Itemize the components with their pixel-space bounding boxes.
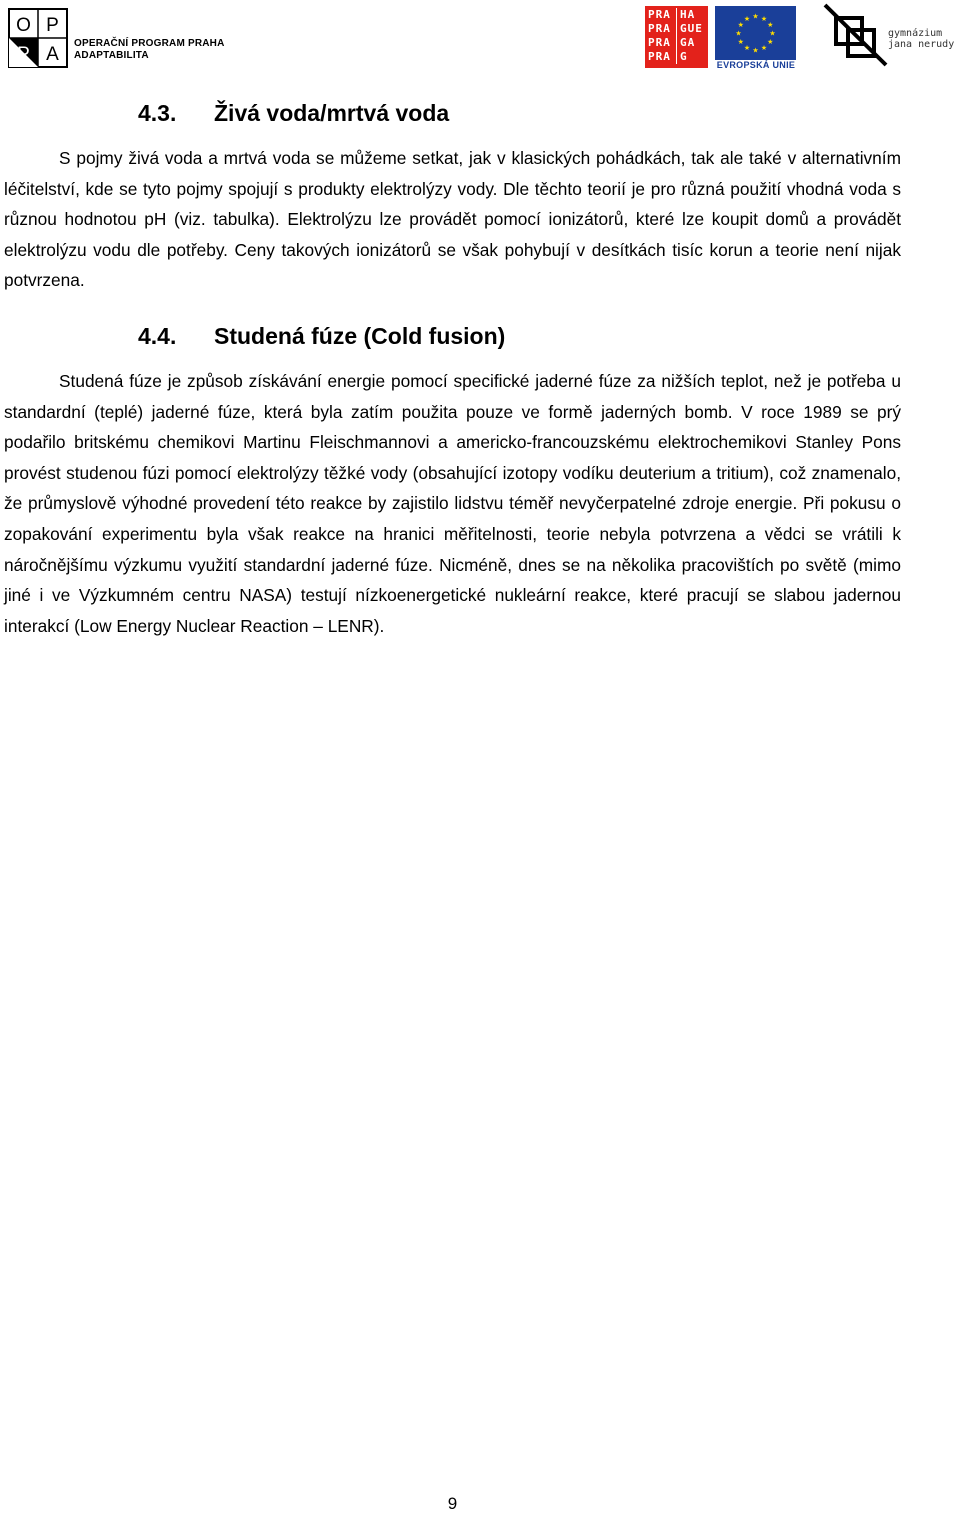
oppa-letter-4: A <box>46 44 59 65</box>
eu-star-icon: ★ <box>737 38 744 46</box>
eu-flag-icon <box>715 6 796 60</box>
section-4-4 <box>4 319 901 641</box>
section-heading <box>4 96 901 130</box>
school-line-1: gymnázium <box>888 28 943 39</box>
praha-cell: PRA <box>648 50 671 63</box>
section-4-3 <box>4 96 901 296</box>
eu-star-icon: ★ <box>767 21 774 29</box>
oppa-letter-2: P <box>46 15 59 36</box>
school-logo <box>822 2 960 68</box>
section-heading <box>4 319 901 353</box>
oppa-program-name <box>74 38 225 62</box>
praha-cell: PRA <box>648 36 671 49</box>
eu-star-icon: ★ <box>743 44 751 53</box>
eu-star-icon: ★ <box>760 44 768 53</box>
section-title: Živá voda/mrtvá voda <box>214 100 450 126</box>
document-body <box>4 96 901 641</box>
praha-cell: PRA <box>648 22 671 35</box>
eu-star-icon: ★ <box>760 14 768 23</box>
school-emblem-icon <box>822 2 890 68</box>
oppa-letter-1: O <box>16 15 31 36</box>
oppa-line-2: ADAPTABILITA <box>74 50 149 61</box>
section-title: Studená fúze (Cold fusion) <box>214 322 506 349</box>
section-number: 4.4. <box>138 322 177 349</box>
oppa-logo <box>8 8 68 68</box>
eu-logo <box>715 6 797 70</box>
praha-cell: GA <box>676 36 706 50</box>
section-paragraph: S pojmy živá voda a mrtvá voda se můžeme setkat, jak v klasických pohádkách, tak ale také v alternativním léčitelství, kde se tyto pojmy spojují s produkty elektrolýzy vody. Dle těchto teorií je pro různá použití vhodná voda s různou hodnotou pH (viz. tabulka). Elektrolýzu lze provádět pomocí ionizátorů, které lze koupit domů a provádět elektrolýzu vodu dle potřeby. Ceny takových ionizátorů se však pohybují v desítkách tisíc korun a teorie není nijak potvrzena. <box>4 148 901 291</box>
eu-star-icon: ★ <box>752 46 759 55</box>
eu-label: EVROPSKÁ UNIE <box>716 60 796 70</box>
oppa-line-1: OPERAČNÍ PROGRAM PRAHA <box>74 38 225 49</box>
praha-logo <box>645 6 708 68</box>
eu-star-icon: ★ <box>767 38 774 46</box>
eu-star-icon: ★ <box>735 29 742 38</box>
oppa-letter-3: P <box>17 44 30 65</box>
praha-cell: GUE <box>676 22 706 36</box>
section-paragraph: Studená fúze je způsob získávání energie pomocí specifické jaderné fúze za nižších teplot, než je potřeba u standardní (teplé) jaderné fúze, která byla zatím použita pouze ve formě jaderných bomb. V roce 1989 se prý podařilo britskému chemikovi Martinu Fleischmannovi a americko-francouzskému elektrochemikovi Stanley Pons provést studenou fúzi pomocí elektrolýzy těžké vody (obsahující izotopy vodíku deuterium a tritium), což znamenalo, že průmyslově výhodné provedení této reakce by zajistilo lidstvu téměř nevyčerpatelné zdroje energie. Při pokusu o zopakování experimentu byla však reakce na hranici měřitelnosti, teorie nebyla potvrzena a vědci se vrátili k náročnějšímu výzkumu využití standardní jaderné fúze. Nicméně, dnes se na několika pracovištích po světě (mimo jiné i ve Výzkumném centru NASA) testují nízkoenergetické nukleární reakce, které pracují se slabou jadernou interakcí (Low Energy Nuclear Reaction – LENR). <box>4 370 901 636</box>
eu-star-icon: ★ <box>752 12 759 21</box>
school-name <box>888 28 954 50</box>
eu-star-icon: ★ <box>743 14 751 23</box>
page-header <box>0 0 960 75</box>
eu-star-icon: ★ <box>769 29 776 38</box>
praha-cell: G <box>676 50 706 64</box>
section-number: 4.3. <box>138 100 177 126</box>
praha-cell: PRA <box>648 8 671 21</box>
eu-star-icon: ★ <box>737 21 744 29</box>
page-number: 9 <box>447 1494 458 1513</box>
school-line-2: jana nerudy <box>888 39 955 50</box>
oppa-logo-block <box>8 8 225 68</box>
praha-cell: HA <box>676 8 706 22</box>
